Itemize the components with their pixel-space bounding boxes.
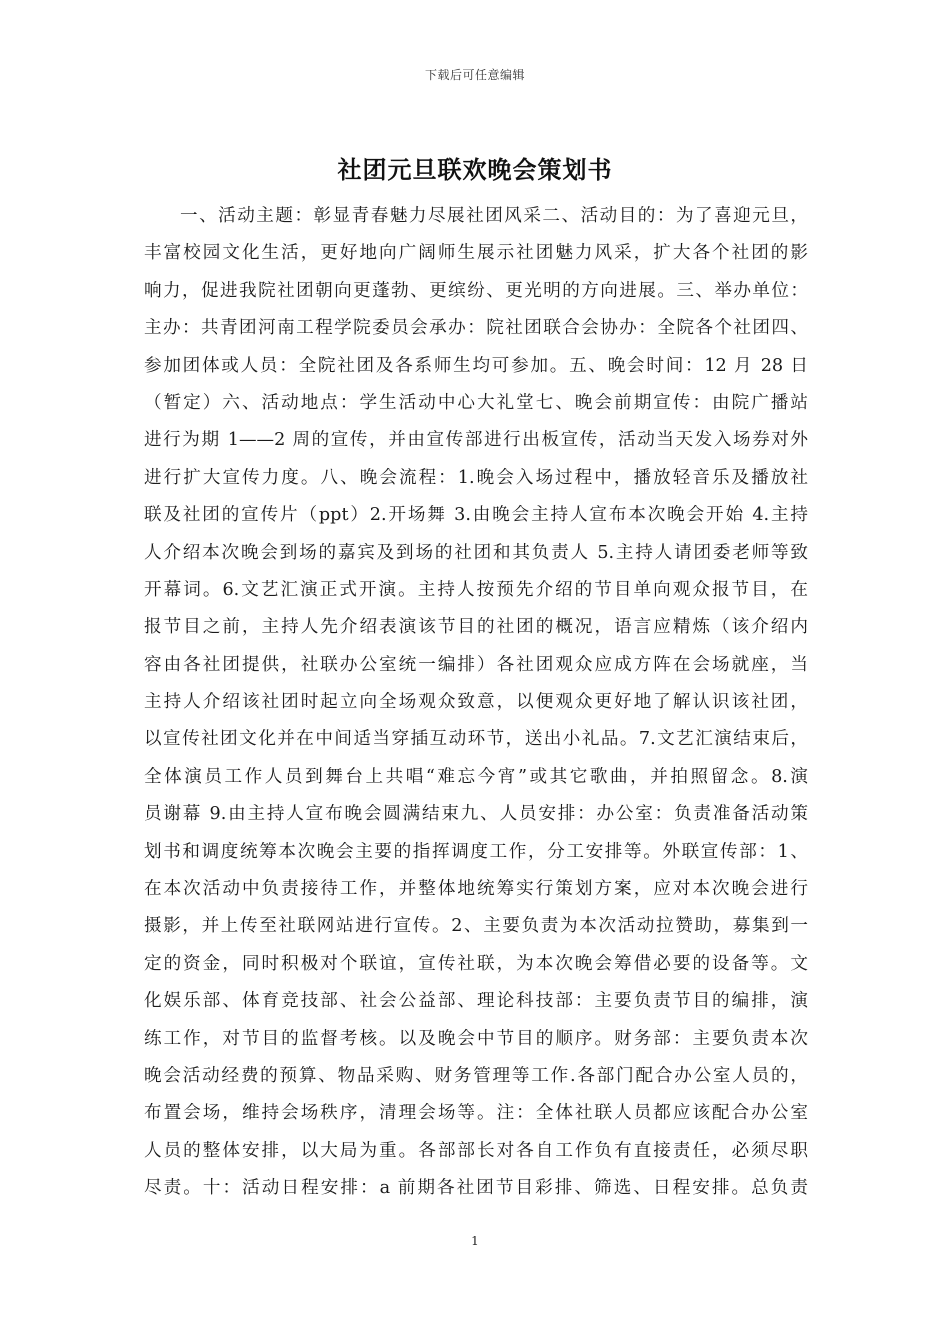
body-line: 化娱乐部、体育竞技部、社会公益部、理论科技部：主要负责节目的编排，演 [144,991,808,1012]
body-line: 员谢幕 9.由主持人宣布晚会圆满结束九、人员安排：办公室：负责准备活动策 [144,804,808,825]
document-title: 社团元旦联欢晚会策划书 [337,155,613,184]
body-line: 定的资金，同时积极对个联谊，宣传社联，为本次晚会筹借必要的设备等。文 [144,953,808,974]
body-line: 练工作，对节目的监督考核。以及晚会中节目的顺序。财务部：主要负责本次 [144,1028,808,1049]
body-line: 主持人介绍该社团时起立向全场观众致意，以便观众更好地了解认识该社团， [144,692,808,713]
body-line: 人介绍本次晚会到场的嘉宾及到场的社团和其负责人 5.主持人请团委老师等致 [144,542,808,563]
body-line: 开幕词。6.文艺汇演正式开演。主持人按预先介绍的节目单向观众报节目，在 [144,579,808,600]
body-line: 摄影，并上传至社联网站进行宣传。2、主要负责为本次活动拉赞助，募集到一 [144,916,808,937]
body-line: 容由各社团提供，社联办公室统一编排）各社团观众应成方阵在会场就座，当 [144,654,808,675]
page-number: 1 [471,1234,479,1248]
body-line: 尽责。十：活动日程安排：a 前期各社团节目彩排、筛选、日程安排。总负责 [144,1178,808,1199]
document-body [144,198,808,1208]
body-line: 划书和调度统筹本次晚会主要的指挥调度工作，分工安排等。外联宣传部：1、 [144,841,808,862]
body-line: 一、活动主题：彰显青春魅力尽展社团风采二、活动目的：为了喜迎元旦， [180,206,808,226]
body-line: 响力，促进我院社团朝向更蓬勃、更缤纷、更光明的方向进展。三、举办单位： [144,280,808,301]
body-line: 丰富校园文化生活，更好地向广阔师生展示社团魅力风采，扩大各个社团的影 [144,243,808,264]
body-line: 以宣传社团文化并在中间适当穿插互动环节，送出小礼品。7.文艺汇演结束后， [144,729,808,750]
body-line: 参加团体或人员：全院社团及各系师生均可参加。五、晚会时间：12 月 28 日 [144,355,808,376]
body-line: 联及社团的宣传片（ppt）2.开场舞 3.由晚会主持人宣布本次晚会开始 4.主持 [144,505,808,526]
body-line: 报节目之前，主持人先介绍表演该节目的社团的概况，语言应精炼（该介绍内 [144,617,808,638]
page-header: 下载后可任意编辑 [424,68,525,82]
body-line: 晚会活动经费的预算、物品采购、财务管理等工作.各部门配合办公室人员的， [144,1065,808,1086]
body-line: 进行扩大宣传力度。八、晚会流程：1.晚会入场过程中，播放轻音乐及播放社 [144,467,808,488]
body-line: 人员的整体安排，以大局为重。各部部长对各自工作负有直接责任，必须尽职 [144,1140,808,1161]
body-line: 进行为期 1——2 周的宣传，并由宣传部进行出板宣传，活动当天发入场券对外 [144,430,808,451]
body-line: 在本次活动中负责接待工作，并整体地统筹实行策划方案，应对本次晚会进行 [144,879,808,900]
body-line: 布置会场，维持会场秩序，清理会场等。注：全体社联人员都应该配合办公室 [144,1103,808,1124]
body-line: 主办：共青团河南工程学院委员会承办：院社团联合会协办：全院各个社团四、 [144,318,808,339]
body-line: 全体演员工作人员到舞台上共唱“难忘今宵”或其它歌曲，并拍照留念。8.演 [144,766,808,787]
body-line: （暂定）六、活动地点：学生活动中心大礼堂七、晚会前期宣传：由院广播站 [144,392,808,413]
